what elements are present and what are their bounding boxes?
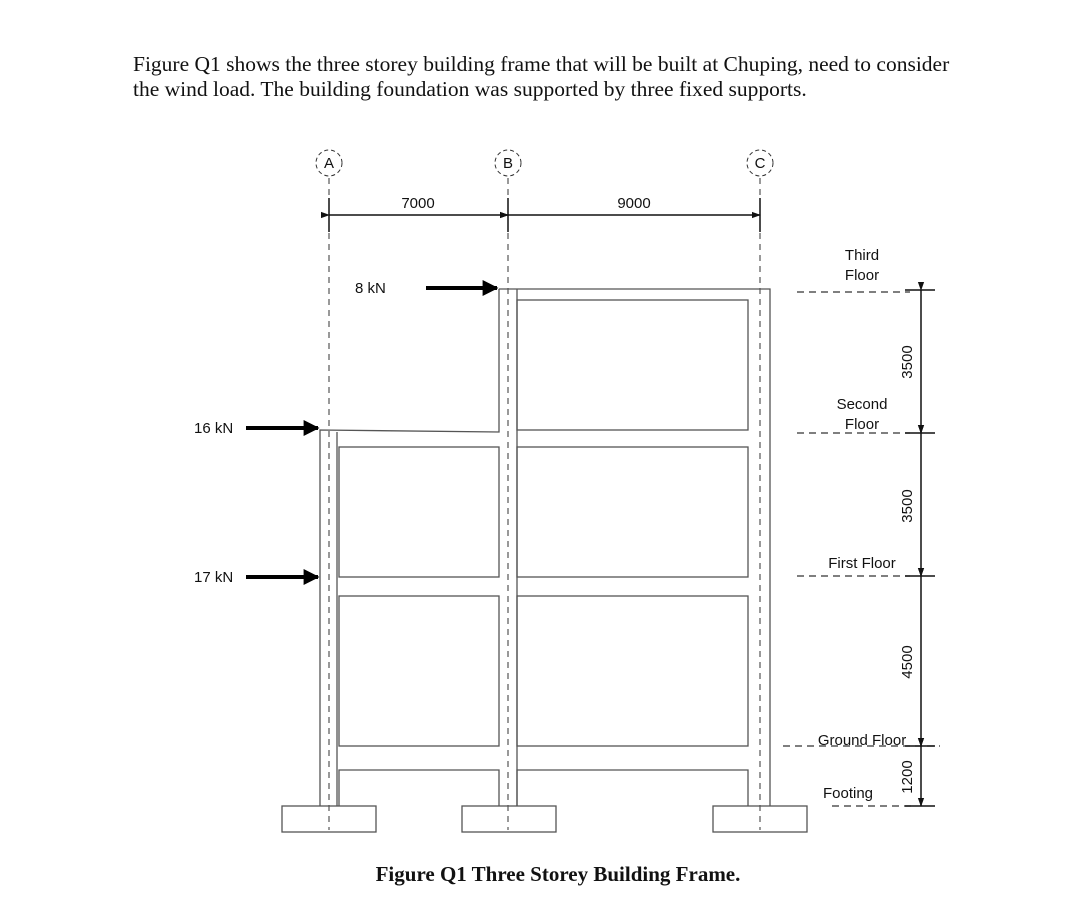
footings	[282, 806, 807, 832]
height-label-footing: 1200	[899, 760, 916, 794]
svg-text:16 kN: 16 kN	[194, 420, 234, 437]
grid-centerlines	[329, 178, 760, 830]
wind-load-16kn	[194, 420, 318, 437]
statement-line-2: the wind load. The building foundation was supported by three fixed supports.	[133, 77, 807, 101]
svg-text:C: C	[754, 155, 766, 172]
wind-load-17kn	[194, 569, 318, 586]
height-label-first: 4500	[899, 645, 916, 679]
footing-label: Footing	[822, 785, 874, 802]
frame-panels	[339, 300, 748, 806]
third-floor-label-2: Floor	[844, 267, 880, 284]
svg-text:17 kN: 17 kN	[194, 569, 234, 586]
frame-outline	[320, 289, 770, 806]
svg-text:A: A	[323, 155, 335, 172]
span-label-bc: 9000	[617, 195, 651, 212]
height-label-second: 3500	[899, 489, 916, 523]
level-lines	[783, 292, 940, 806]
span-dimension-line	[329, 198, 760, 232]
grid-bubble-b	[495, 150, 521, 176]
height-label-third: 3500	[899, 345, 916, 379]
third-floor-label-1: Third	[844, 247, 880, 264]
second-floor-label-1: Second	[836, 396, 888, 413]
second-floor-label-2: Floor	[844, 416, 880, 433]
grid-bubble-c	[747, 150, 773, 176]
ground-floor-label: Ground Floor	[817, 732, 907, 749]
span-label-ab: 7000	[401, 195, 435, 212]
svg-text:8 kN: 8 kN	[355, 280, 386, 297]
figure-caption: Figure Q1 Three Storey Building Frame.	[375, 862, 741, 886]
statement-line-1: Figure Q1 shows the three storey building frame that will be built at Chuping, need to consider	[133, 52, 950, 76]
svg-text:B: B	[502, 155, 514, 172]
wind-load-8kn	[355, 280, 497, 297]
first-floor-label: First Floor	[828, 555, 896, 572]
grid-bubble-a	[316, 150, 342, 176]
